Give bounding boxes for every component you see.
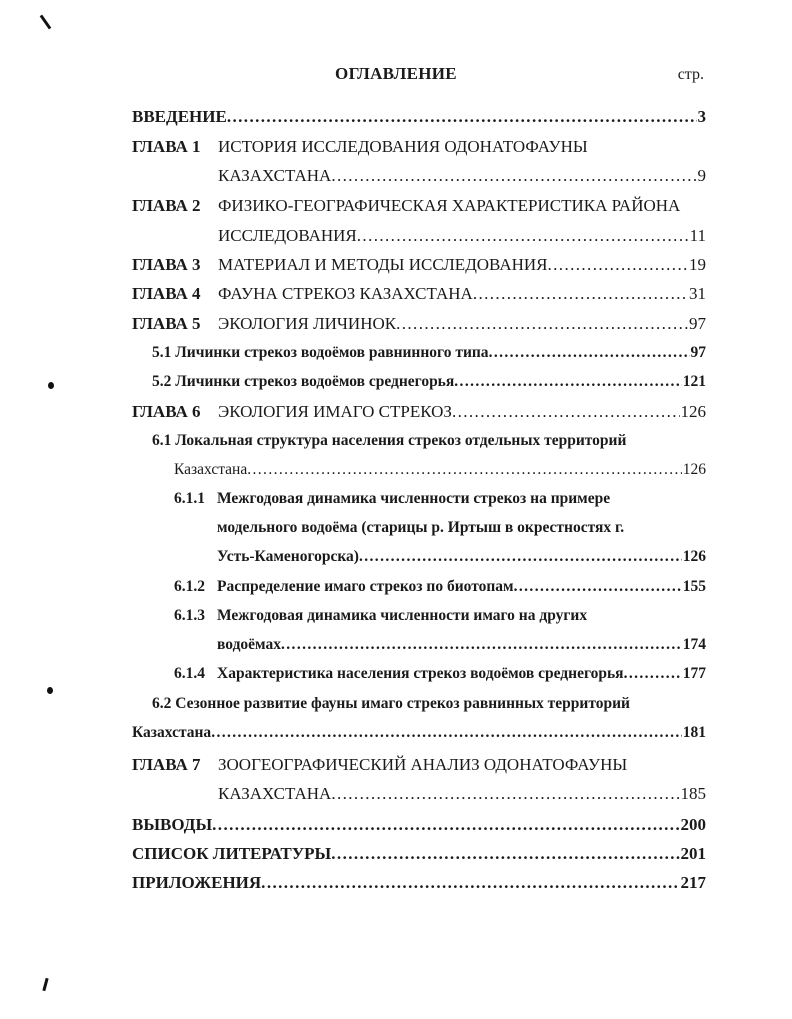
- toc-entry-text: СПИСОК ЛИТЕРАТУРЫ: [132, 844, 332, 863]
- toc-entry-6-1-1-cont2: [217, 548, 706, 566]
- toc-leader-dots: [331, 166, 696, 186]
- toc-entry-6-1-1-cont: [217, 519, 706, 537]
- toc-entry-6-1-3: [174, 607, 706, 625]
- chapter-title-line2: КАЗАХСТАНА: [218, 166, 332, 185]
- chapter-title: ФАУНА СТРЕКОЗ КАЗАХСТАНА: [218, 284, 473, 303]
- chapter-label: ГЛАВА 3: [132, 255, 201, 274]
- chapter-label: ГЛАВА 6: [132, 402, 201, 421]
- toc-page-number: 11: [689, 226, 706, 245]
- toc-leader-dots: [452, 402, 680, 422]
- toc-page-number: 121: [682, 373, 706, 390]
- toc-leader-dots: [261, 873, 679, 893]
- toc-entry-6-1-1: [174, 490, 706, 508]
- toc-page-number: 201: [680, 844, 706, 863]
- subsection-title-line2: модельного водоёма (старицы р. Иртыш в окрестностях г.: [217, 519, 625, 536]
- chapter-title: МАТЕРИАЛ И МЕТОДЫ ИССЛЕДОВАНИЯ: [218, 255, 548, 274]
- toc-leader-dots: [211, 724, 682, 742]
- chapter-title-line1: ЗООГЕОГРАФИЧЕСКИЙ АНАЛИЗ ОДОНАТОФАУНЫ: [218, 755, 628, 774]
- toc-page-number: 9: [697, 166, 706, 185]
- toc-entry-6-1-cont: [174, 461, 706, 479]
- toc-leader-dots: [624, 665, 682, 683]
- toc-leader-dots: [331, 844, 679, 864]
- chapter-label: ГЛАВА 5: [132, 314, 201, 333]
- toc-page-number: 217: [680, 873, 706, 892]
- toc-entry-6-2-cont: [132, 724, 706, 742]
- toc-entry-references: [132, 844, 706, 864]
- toc-entry-6-1-3-cont: [217, 636, 706, 654]
- toc-leader-dots: [489, 344, 690, 362]
- toc-entry-text: ВВЕДЕНИЕ: [132, 107, 227, 126]
- toc-page-number: 3: [697, 107, 706, 126]
- toc-entry-5-1: [152, 344, 706, 362]
- toc-page-number: 174: [682, 636, 706, 653]
- section-title: 5.2 Личинки стрекоз водоёмов среднегорья: [152, 373, 455, 390]
- chapter-label: ГЛАВА 4: [132, 284, 201, 303]
- subsection-number: 6.1.3: [174, 607, 205, 624]
- toc-entry-conclusions: [132, 815, 706, 835]
- toc-entry-intro: [132, 107, 706, 127]
- toc-leader-dots: [548, 255, 689, 275]
- toc-leader-dots: [396, 314, 688, 334]
- page-column-label: стр.: [677, 66, 704, 83]
- subsection-title-line1: Межгодовая динамика численности имаго на других: [217, 607, 588, 624]
- chapter-title-line2: КАЗАХСТАНА: [218, 784, 332, 803]
- chapter-label: ГЛАВА 2: [132, 196, 201, 215]
- toc-page-number: 31: [689, 284, 706, 303]
- toc-leader-dots: [357, 226, 689, 246]
- section-title-line2: Казахстана: [174, 461, 248, 478]
- toc-entry-ch4: [132, 284, 706, 304]
- toc-page-number: 97: [689, 314, 706, 333]
- toc-entry-5-2: [152, 373, 706, 391]
- toc-page-number: 19: [689, 255, 706, 274]
- chapter-label: ГЛАВА 7: [132, 755, 201, 774]
- scan-mark-top: [40, 15, 52, 30]
- toc-leader-dots: [454, 373, 681, 391]
- subsection-title: Характеристика населения стрекоз водоёмов среднегорья: [217, 665, 624, 682]
- toc-leader-dots: [514, 578, 682, 596]
- subsection-title-line1: Межгодовая динамика численности стрекоз на примере: [217, 490, 611, 507]
- toc-page-number: 126: [682, 548, 706, 565]
- toc-entry-ch2: [132, 196, 706, 216]
- subsection-title-line3: Усть-Каменогорска): [217, 548, 359, 565]
- scan-dot-2: [47, 687, 53, 694]
- chapter-title-line2: ИССЛЕДОВАНИЯ: [218, 226, 357, 245]
- toc-leader-dots: [281, 636, 682, 654]
- toc-leader-dots: [227, 107, 697, 127]
- scan-mark-bottom: [42, 978, 48, 991]
- toc-page-number: 97: [690, 344, 706, 361]
- subsection-title: Распределение имаго стрекоз по биотопам: [217, 578, 514, 595]
- toc-entry-6-1-4: [174, 665, 706, 683]
- toc-page-number: 185: [680, 784, 706, 803]
- toc-entry-ch7: [132, 755, 706, 775]
- subsection-title-line2: водоёмах: [217, 636, 281, 653]
- toc-leader-dots: [473, 284, 688, 304]
- section-title-line1: 6.2 Сезонное развитие фауны имаго стрекоз равнинных территорий: [152, 695, 630, 712]
- chapter-title: ЭКОЛОГИЯ ЛИЧИНОК: [218, 314, 397, 333]
- chapter-title: ЭКОЛОГИЯ ИМАГО СТРЕКОЗ: [218, 402, 452, 421]
- toc-page-number: 126: [680, 402, 706, 421]
- chapter-title-line1: ИСТОРИЯ ИССЛЕДОВАНИЯ ОДОНАТОФАУНЫ: [218, 137, 588, 156]
- section-title-line1: 6.1 Локальная структура населения стрекоз отдельных территорий: [152, 432, 627, 449]
- subsection-number: 6.1.4: [174, 665, 205, 682]
- toc-entry-6-1-2: [174, 578, 706, 596]
- toc-entry-6-2: [152, 695, 706, 713]
- chapter-title-line1: ФИЗИКО-ГЕОГРАФИЧЕСКАЯ ХАРАКТЕРИСТИКА РАЙОНА: [218, 196, 681, 215]
- toc-leader-dots: [331, 784, 679, 804]
- toc-entry-ch7-cont: [218, 784, 706, 804]
- toc-leader-dots: [247, 461, 682, 479]
- toc-entry-6-1: [152, 432, 706, 450]
- toc-entry-ch1: [132, 137, 706, 157]
- toc-entry-text: ВЫВОДЫ: [132, 815, 213, 834]
- toc-entry-ch5: [132, 314, 706, 334]
- toc-page-number: 181: [682, 724, 706, 741]
- toc-entry-ch1-cont: [218, 166, 706, 186]
- toc-title: ОГЛАВЛЕНИЕ: [335, 64, 457, 83]
- toc-page-number: 155: [682, 578, 706, 595]
- toc-leader-dots: [212, 815, 679, 835]
- toc-page-number: 177: [682, 665, 706, 682]
- scan-dot-1: [48, 382, 54, 389]
- toc-page-number: 126: [682, 461, 706, 478]
- toc-entry-ch2-cont: [218, 226, 706, 246]
- chapter-label: ГЛАВА 1: [132, 137, 201, 156]
- section-title-line2: Казахстана: [132, 724, 212, 741]
- toc-page-number: 200: [680, 815, 706, 834]
- toc-leader-dots: [359, 548, 682, 566]
- section-title: 5.1 Личинки стрекоз водоёмов равнинного типа: [152, 344, 489, 361]
- toc-entry-text: ПРИЛОЖЕНИЯ: [132, 873, 262, 892]
- toc-entry-ch6: [132, 402, 706, 422]
- subsection-number: 6.1.2: [174, 578, 205, 595]
- subsection-number: 6.1.1: [174, 490, 205, 507]
- toc-entry-appendices: [132, 873, 706, 893]
- toc-entry-ch3: [132, 255, 706, 275]
